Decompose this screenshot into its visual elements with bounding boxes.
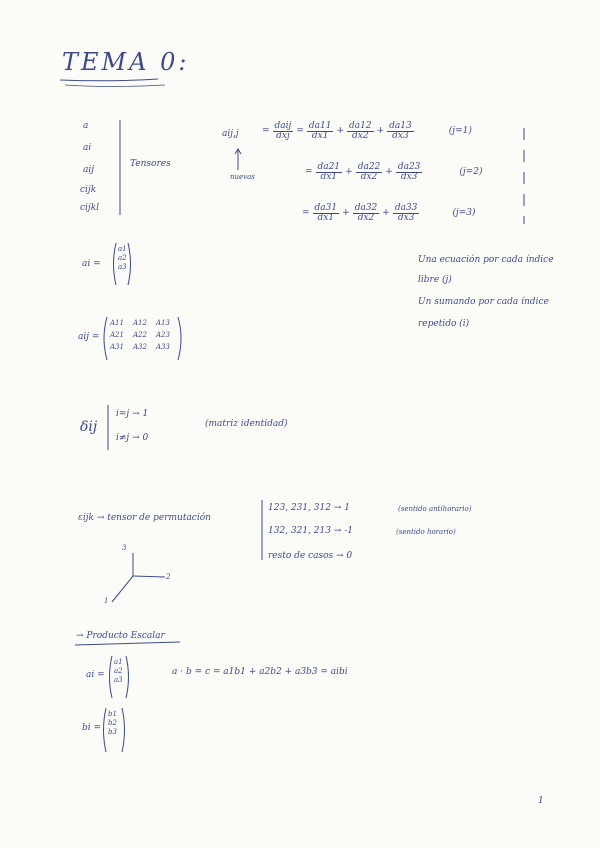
vector-entries: a1 a2 a3 (114, 658, 123, 684)
fraction: $\frac{da32}{dx2}$ (354, 203, 378, 223)
equals-sign: = (302, 208, 310, 218)
section-heading: → Producto Escalar (76, 631, 165, 641)
vector-label: ai = (86, 670, 105, 680)
equals-sign: = (262, 126, 270, 136)
note-line: repetido (i) (418, 319, 470, 329)
equals-sign: = (296, 126, 304, 136)
levi-case: resto de casos → 0 (268, 551, 353, 561)
tensor-item: cijkl (80, 203, 100, 213)
axis-x (112, 576, 133, 602)
tensor-item: cijk (80, 185, 97, 195)
plus-sign: + (376, 126, 385, 136)
arrow-note: nuevas (230, 173, 255, 181)
vector-bracket-right (128, 243, 131, 285)
vector-entry: a2 (118, 254, 127, 262)
note-line: Una ecuación por cada índice (418, 255, 554, 265)
vector-entries: b1 b2 b3 (108, 710, 117, 736)
fraction: $\frac{da11}{dx1}$ (308, 121, 332, 141)
equation-tag: (j=2) (459, 167, 483, 177)
matrix-bracket-left (104, 317, 107, 360)
matrix-bracket-right (178, 317, 181, 360)
delta-note: (matriz identidad) (205, 419, 288, 429)
fraction: $\frac{da22}{dx2}$ (357, 162, 381, 182)
levi-symbol: εijk → tensor de permutación (78, 513, 211, 523)
axis-y (133, 576, 165, 577)
equation-line-1 (262, 122, 472, 141)
title-underline (60, 79, 158, 81)
axis-label-y: 2 (166, 573, 171, 581)
note-line: Un sumando por cada índice (418, 297, 549, 307)
plus-sign: + (382, 208, 390, 218)
levi-case: 132, 321, 213 → -1 (268, 526, 354, 536)
tensor-item: a (83, 121, 89, 131)
equation-line-2 (305, 163, 483, 182)
page-title: TEMA 0: (62, 48, 190, 76)
tensor-item: aij (83, 165, 95, 175)
fraction: $\frac{da13}{dx3}$ (389, 121, 412, 141)
levi-case: 123, 231, 312 → 1 (268, 503, 350, 513)
tensor-label: Tensores (130, 159, 171, 169)
plus-sign: + (336, 126, 345, 136)
equation-tag: (j=3) (452, 208, 476, 218)
delta-case: i=j → 1 (116, 409, 149, 419)
levi-case-note: (sentido horario) (396, 528, 456, 536)
plus-sign: + (385, 167, 393, 177)
equals-sign: = (305, 167, 313, 177)
levi-case-note: (sentido antihorario) (398, 505, 472, 513)
fraction: $\frac{da33}{dx3}$ (394, 203, 418, 223)
fraction: $\frac{da31}{dx1}$ (314, 203, 338, 223)
delta-symbol: δij (80, 419, 98, 435)
tensor-item: ai (83, 143, 92, 153)
equation-lhs: aij,j (222, 129, 239, 139)
matrix-entries: A11 A12 A13 A21 A22 A23 A31 A32 A33 (110, 319, 170, 351)
title-underline-2 (65, 85, 165, 87)
vector-label: ai = (82, 259, 101, 269)
axis-label-z: 3 (122, 544, 127, 552)
scalar-formula: a · b = c = a1b1 + a2b2 + a3b3 = aibi (172, 667, 348, 677)
delta-case: i≠j → 0 (116, 433, 149, 443)
plus-sign: + (345, 167, 353, 177)
note-line: libre (j) (418, 275, 452, 285)
axis-label-x: 1 (104, 597, 109, 605)
fraction: $\frac{\text{daij}}{\text{dxj}}$ (274, 121, 292, 141)
fraction: $\frac{da21}{dx1}$ (317, 162, 341, 182)
vector-entry: a3 (118, 263, 127, 271)
vector-entry: a1 (118, 245, 127, 253)
matrix-label: aij = (78, 332, 100, 342)
equation-line-3 (302, 204, 476, 223)
plus-sign: + (342, 208, 350, 218)
vector-bracket-left (114, 243, 117, 285)
equation-tag: (j=1) (448, 126, 472, 136)
page-number: 1 (538, 796, 544, 806)
heading-underline (75, 642, 180, 645)
vector-label: bi = (82, 723, 102, 733)
vector-entries (118, 246, 127, 271)
fraction: $\frac{da12}{dx2}$ (349, 121, 372, 141)
fraction: $\frac{da23}{dx3}$ (397, 162, 421, 182)
